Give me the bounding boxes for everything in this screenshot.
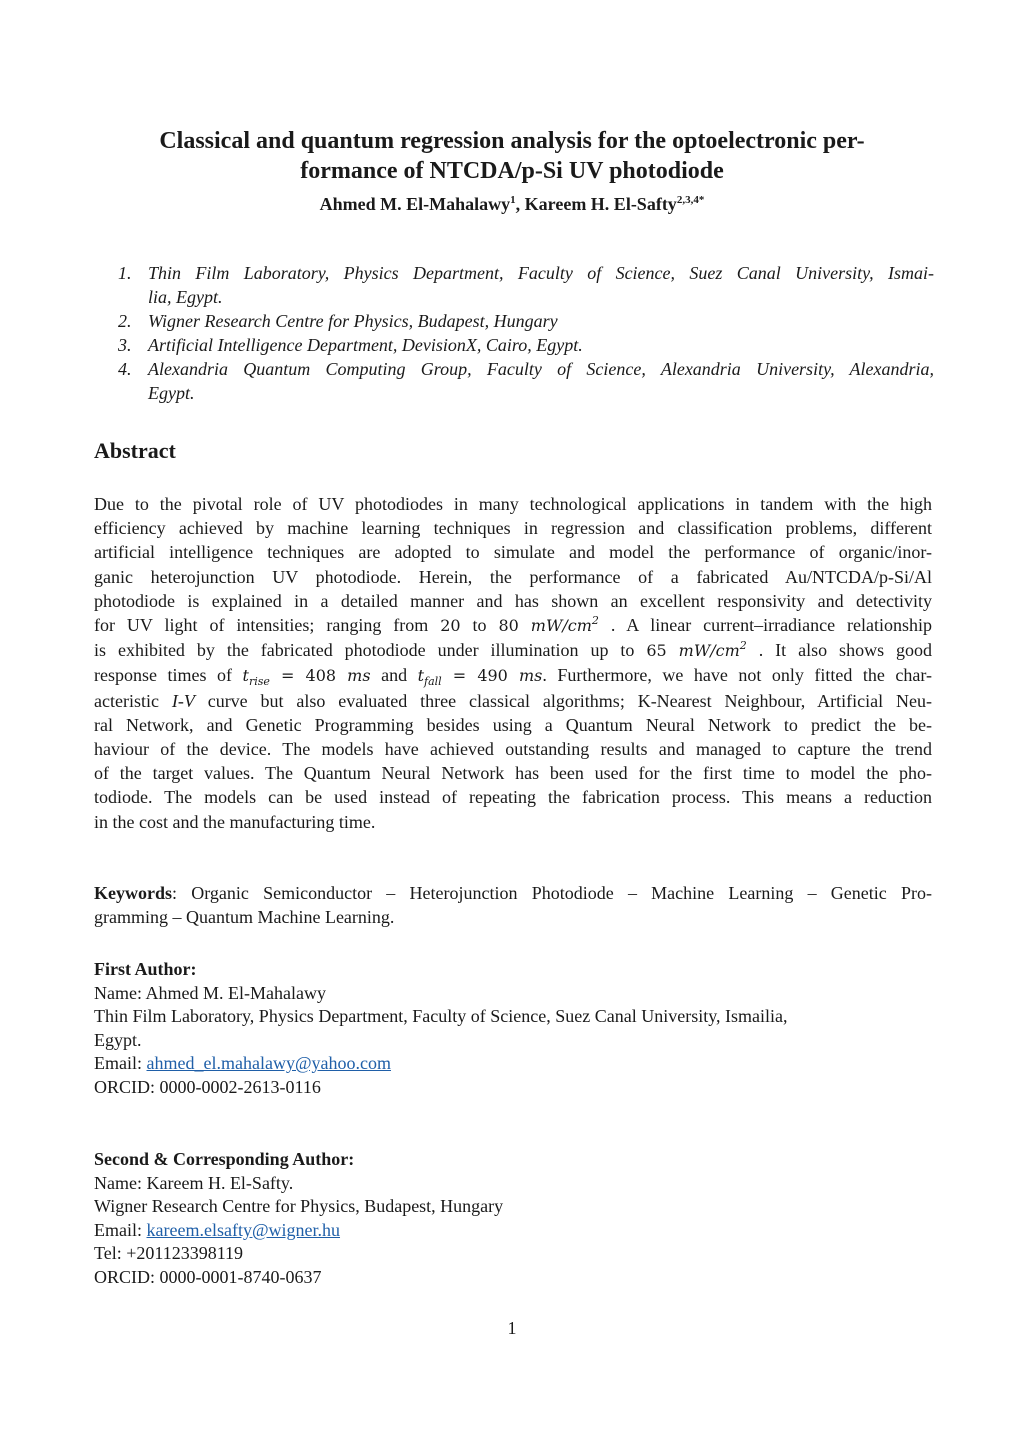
first-author-heading: First Author: (94, 959, 197, 979)
math-value: 20 (440, 616, 461, 636)
abstract-line: Due to the pivotal role of UV photodiodes in many technological applications in tandem with the high (94, 494, 932, 514)
affiliation-text: Alexandria Quantum Computing Group, Faculty of Science, Alexandria University, Alexandria, (148, 359, 934, 379)
math-unit (679, 641, 747, 660)
affiliation-text: Artificial Intelligence Department, DevisionX, Cairo, Egypt. (148, 335, 583, 355)
author-2-affil-ref: 2,3,4* (676, 194, 705, 206)
first-author-email-link[interactable]: ahmed_el.mahalawy@yahoo.com (146, 1053, 391, 1074)
abstract-body (94, 492, 932, 834)
keywords-section (94, 881, 932, 929)
affiliation-number: 3. (118, 335, 132, 355)
affiliation-number: 1. (118, 263, 132, 283)
math-subscript: rise (248, 675, 270, 689)
iv-curve-term: I-V (171, 690, 195, 711)
math-subscript: fall (424, 675, 442, 689)
second-author-affiliation: Wigner Research Centre for Physics, Budapest, Hungary (94, 1196, 504, 1217)
math-t-fall (417, 666, 442, 689)
abstract-line: artificial intelligence techniques are adopted to simulate and model the performance of organic/inor- (94, 542, 932, 563)
title-line-1: Classical and quantum regression analysis for the optoelectronic per- (159, 128, 865, 154)
page-number: 1 (507, 1318, 517, 1338)
affiliation-item (118, 333, 934, 357)
first-author-name: Name: Ahmed M. El-Mahalawy (94, 982, 326, 1003)
keywords-line: gramming – Quantum Machine Learning. (94, 907, 395, 927)
abstract-text: response times of (94, 665, 243, 686)
affiliation-item (118, 309, 934, 333)
abstract-line: haviour of the device. The models have achieved outstanding results and managed to capture the trend (94, 739, 932, 760)
math-symbol: t (242, 666, 249, 686)
math-symbol: t (417, 666, 425, 686)
affiliation-item (118, 357, 934, 405)
math-value: 65 (646, 641, 667, 661)
abstract-line (94, 638, 932, 663)
email-label: Email: (94, 1053, 147, 1074)
second-author-heading: Second & Corresponding Author: (94, 1149, 355, 1169)
second-author-tel: Tel: +201123398119 (94, 1243, 244, 1264)
affiliation-text: Wigner Research Centre for Physics, Budapest, Hungary (148, 311, 558, 331)
second-author-section (94, 1148, 932, 1290)
math-exponent: 2 (739, 639, 747, 653)
author-2-name: Kareem H. El-Safty (524, 194, 677, 214)
math-value: 80 (498, 616, 519, 636)
abstract-line: of the target values. The Quantum Neural Network has been used for the first time to model the pho- (94, 763, 932, 784)
paper-title (94, 126, 930, 186)
abstract-line (94, 689, 932, 713)
affiliation-number: 2. (118, 311, 132, 331)
math-equation: = 490 (441, 666, 519, 686)
abstract-text: . It also shows good (746, 640, 933, 661)
abstract-line (94, 613, 932, 638)
abstract-text: is exhibited by the fabricated photodiode under illumination up to (94, 640, 647, 661)
keywords-label: Keywords (94, 883, 172, 903)
abstract-line: todiode. The models can be used instead of repeating the fabrication process. This means a reduction (94, 787, 932, 808)
math-unit (531, 616, 599, 635)
math-unit-text: mW/cm (530, 616, 592, 636)
affiliation-text: Thin Film Laboratory, Physics Department, Faculty of Science, Suez Canal University, Ismai- (148, 263, 934, 283)
abstract-line: efficiency achieved by machine learning techniques in regression and classification problems, different (94, 518, 932, 539)
affiliation-item (118, 261, 934, 309)
first-author-affiliation: Egypt. (94, 1029, 142, 1050)
keywords-text: : Organic Semiconductor – Heterojunction Photodiode – Machine Learning – Genetic Pro- (172, 883, 932, 903)
second-author-email-row (94, 1219, 932, 1243)
author-1-affil-ref: 1 (510, 194, 516, 206)
math-unit: ms (347, 666, 371, 686)
first-author-section (94, 958, 932, 1100)
abstract-text: curve but also evaluated three classical algorithms; K-Nearest Neighbour, Artificial Neu- (194, 690, 932, 711)
abstract-text: . A linear current–irradiance relationship (598, 615, 932, 636)
author-1-name: Ahmed M. El-Mahalawy (319, 194, 511, 214)
abstract-text: to (460, 615, 499, 636)
keywords-line (94, 881, 932, 905)
affiliation-number: 4. (118, 359, 132, 379)
second-author-email-link[interactable]: kareem.elsafty@wigner.hu (146, 1219, 341, 1240)
affiliation-text: lia, Egypt. (148, 287, 223, 307)
abstract-line (94, 663, 932, 688)
affiliation-list (118, 261, 934, 405)
abstract-line: in the cost and the manufacturing time. (94, 811, 376, 832)
abstract-heading: Abstract (94, 438, 176, 463)
math-t-rise (242, 666, 270, 689)
second-author-name: Name: Kareem H. El-Safty. (94, 1172, 294, 1193)
abstract-text: and (370, 665, 418, 686)
first-author-orcid: ORCID: 0000-0002-2613-0116 (94, 1076, 321, 1097)
abstract-line: ganic heterojunction UV photodiode. Herein, the performance of a fabricated Au/NTCDA/p-Si/Al (94, 566, 932, 587)
abstract-text: acteristic (94, 690, 172, 711)
email-label: Email: (94, 1219, 147, 1240)
author-list (94, 192, 930, 216)
affiliation-text: Egypt. (148, 383, 195, 403)
math-unit: ms (518, 666, 543, 686)
abstract-text: . Furthermore, we have not only fitted the char- (542, 665, 933, 686)
abstract-text: for UV light of intensities; ranging from (94, 615, 441, 636)
first-author-affiliation: Thin Film Laboratory, Physics Department, Faculty of Science, Suez Canal University, Ismailia, (94, 1006, 788, 1027)
author-separator: , (515, 194, 525, 214)
first-author-email-row (94, 1052, 932, 1076)
title-line-2: formance of NTCDA/p-Si UV photodiode (300, 158, 724, 184)
abstract-line: photodiode is explained in a detailed manner and has shown an excellent responsivity and detectivity (94, 590, 932, 611)
math-equation: = 408 (269, 666, 348, 686)
math-unit-text: mW/cm (678, 641, 740, 661)
second-author-orcid: ORCID: 0000-0001-8740-0637 (94, 1266, 322, 1287)
math-exponent: 2 (591, 614, 599, 628)
abstract-line: ral Network, and Genetic Programming besides using a Quantum Neural Network to predict the be- (94, 714, 932, 735)
